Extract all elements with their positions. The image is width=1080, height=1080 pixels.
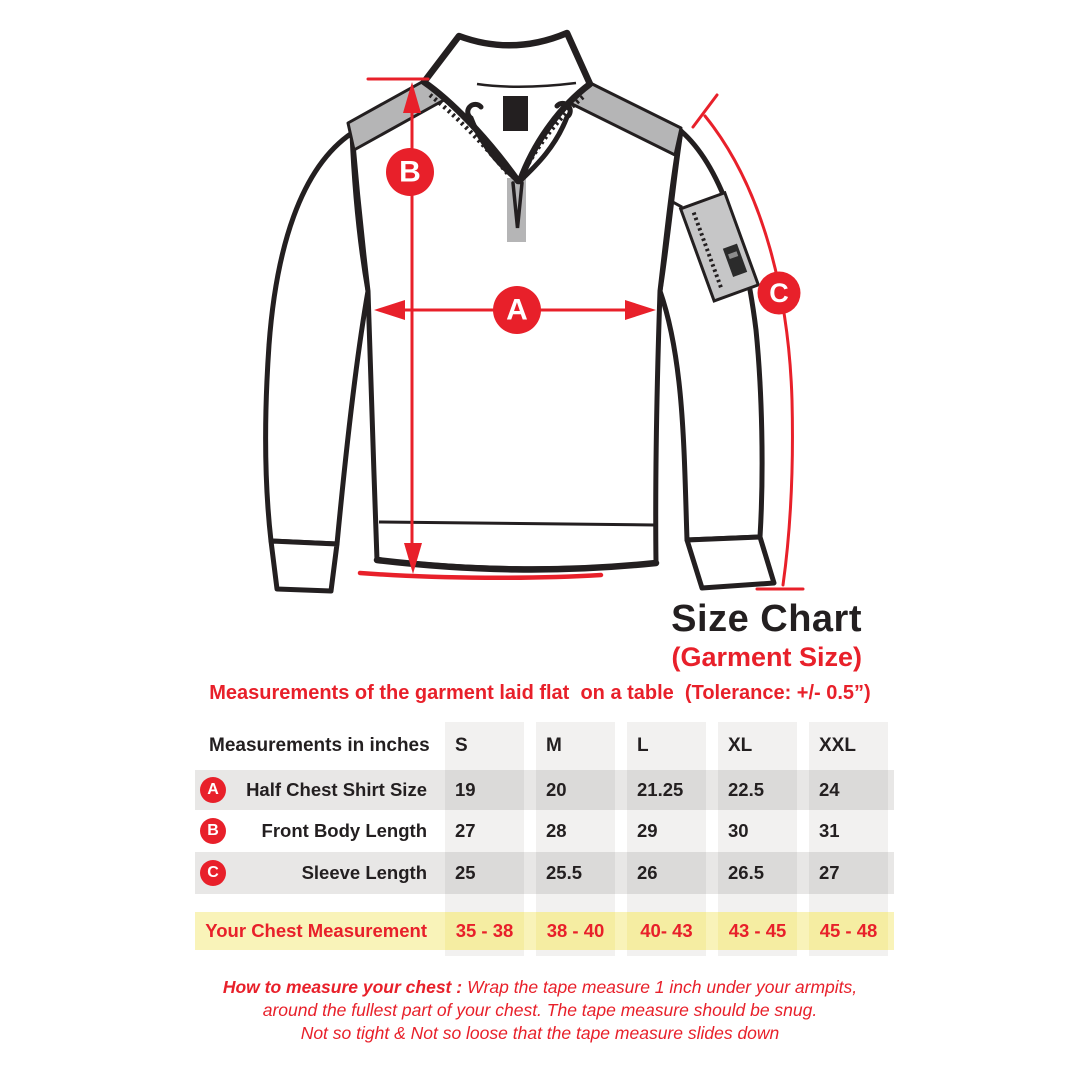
marker-a-letter: A: [506, 293, 528, 327]
measuring-instructions: [0, 976, 1080, 1045]
cell-value: 20: [546, 779, 567, 800]
cell-value: 31: [819, 820, 840, 841]
tolerance-note: Measurements of the garment laid flat on a table (Tolerance: +/- 0.5”): [209, 682, 871, 704]
chest-value: 45 - 48: [819, 920, 878, 941]
row-label: Front Body Length: [261, 820, 427, 841]
badge-c: C: [200, 860, 226, 886]
page-title: Size Chart: [671, 598, 862, 640]
left-cuff: [271, 541, 337, 591]
cell-value: 30: [728, 820, 749, 841]
left-sleeve: [266, 133, 368, 544]
measure-b-hem-line: [360, 573, 601, 578]
col-header-s: S: [455, 735, 468, 756]
instruction-line-2: around the fullest part of your chest. The tape measure should be snug.: [262, 1000, 818, 1020]
cell-value: 25: [455, 862, 476, 883]
col-header-m: M: [546, 735, 562, 756]
instruction-line-3: Not so tight & Not so loose that the tape measure slides down: [300, 1023, 780, 1043]
row-label: Sleeve Length: [301, 862, 427, 883]
col-header-xl: XL: [728, 735, 753, 756]
marker-c-letter: C: [769, 278, 789, 308]
size-table: [195, 722, 894, 956]
cell-value: 27: [455, 820, 476, 841]
cell-value: 24: [819, 779, 840, 800]
marker-b-letter: B: [399, 155, 421, 189]
cell-value: 25.5: [546, 862, 583, 883]
right-sleeve: [660, 131, 762, 540]
cell-value: 27: [819, 862, 840, 883]
cell-value: 22.5: [728, 779, 765, 800]
badge-b: B: [200, 818, 226, 844]
instruction-text: Wrap the tape measure 1 inch under your armpits,: [467, 977, 858, 997]
neck-label: [503, 96, 528, 131]
table-header-label: Measurements in inches: [209, 735, 430, 756]
measure-c-top-tick: [693, 95, 717, 127]
cell-value: 19: [455, 779, 476, 800]
chest-row-label: Your Chest Measurement: [205, 920, 427, 941]
cell-value: 21.25: [637, 779, 684, 800]
cell-value: 29: [637, 820, 658, 841]
col-header-l: L: [637, 735, 649, 756]
table-spacer-row: [195, 894, 894, 912]
page-subtitle: (Garment Size): [671, 641, 862, 672]
chest-value: 38 - 40: [546, 920, 605, 941]
instruction-line-1: [0, 976, 1080, 999]
table-row-chest-measurement: [195, 912, 894, 950]
right-cuff: [687, 537, 774, 588]
cell-value: 26: [637, 862, 658, 883]
instruction-lead: How to measure your chest :: [222, 977, 463, 997]
cell-value: 28: [546, 820, 567, 841]
chest-value: 43 - 45: [728, 920, 787, 941]
col-header-xxl: XXL: [819, 735, 856, 756]
title-block: [671, 600, 862, 671]
chest-value: 35 - 38: [455, 920, 514, 941]
badge-a: A: [200, 777, 226, 803]
cell-value: 26.5: [728, 862, 765, 883]
table-row-half-chest: [195, 770, 894, 810]
row-label: Half Chest Shirt Size: [246, 779, 427, 800]
table-row-front-length: [195, 810, 894, 852]
table-row-sleeve-length: [195, 852, 894, 894]
table-tail-row: [195, 950, 894, 956]
table-header-row: [195, 722, 894, 770]
chest-value: 40- 43: [640, 920, 693, 941]
